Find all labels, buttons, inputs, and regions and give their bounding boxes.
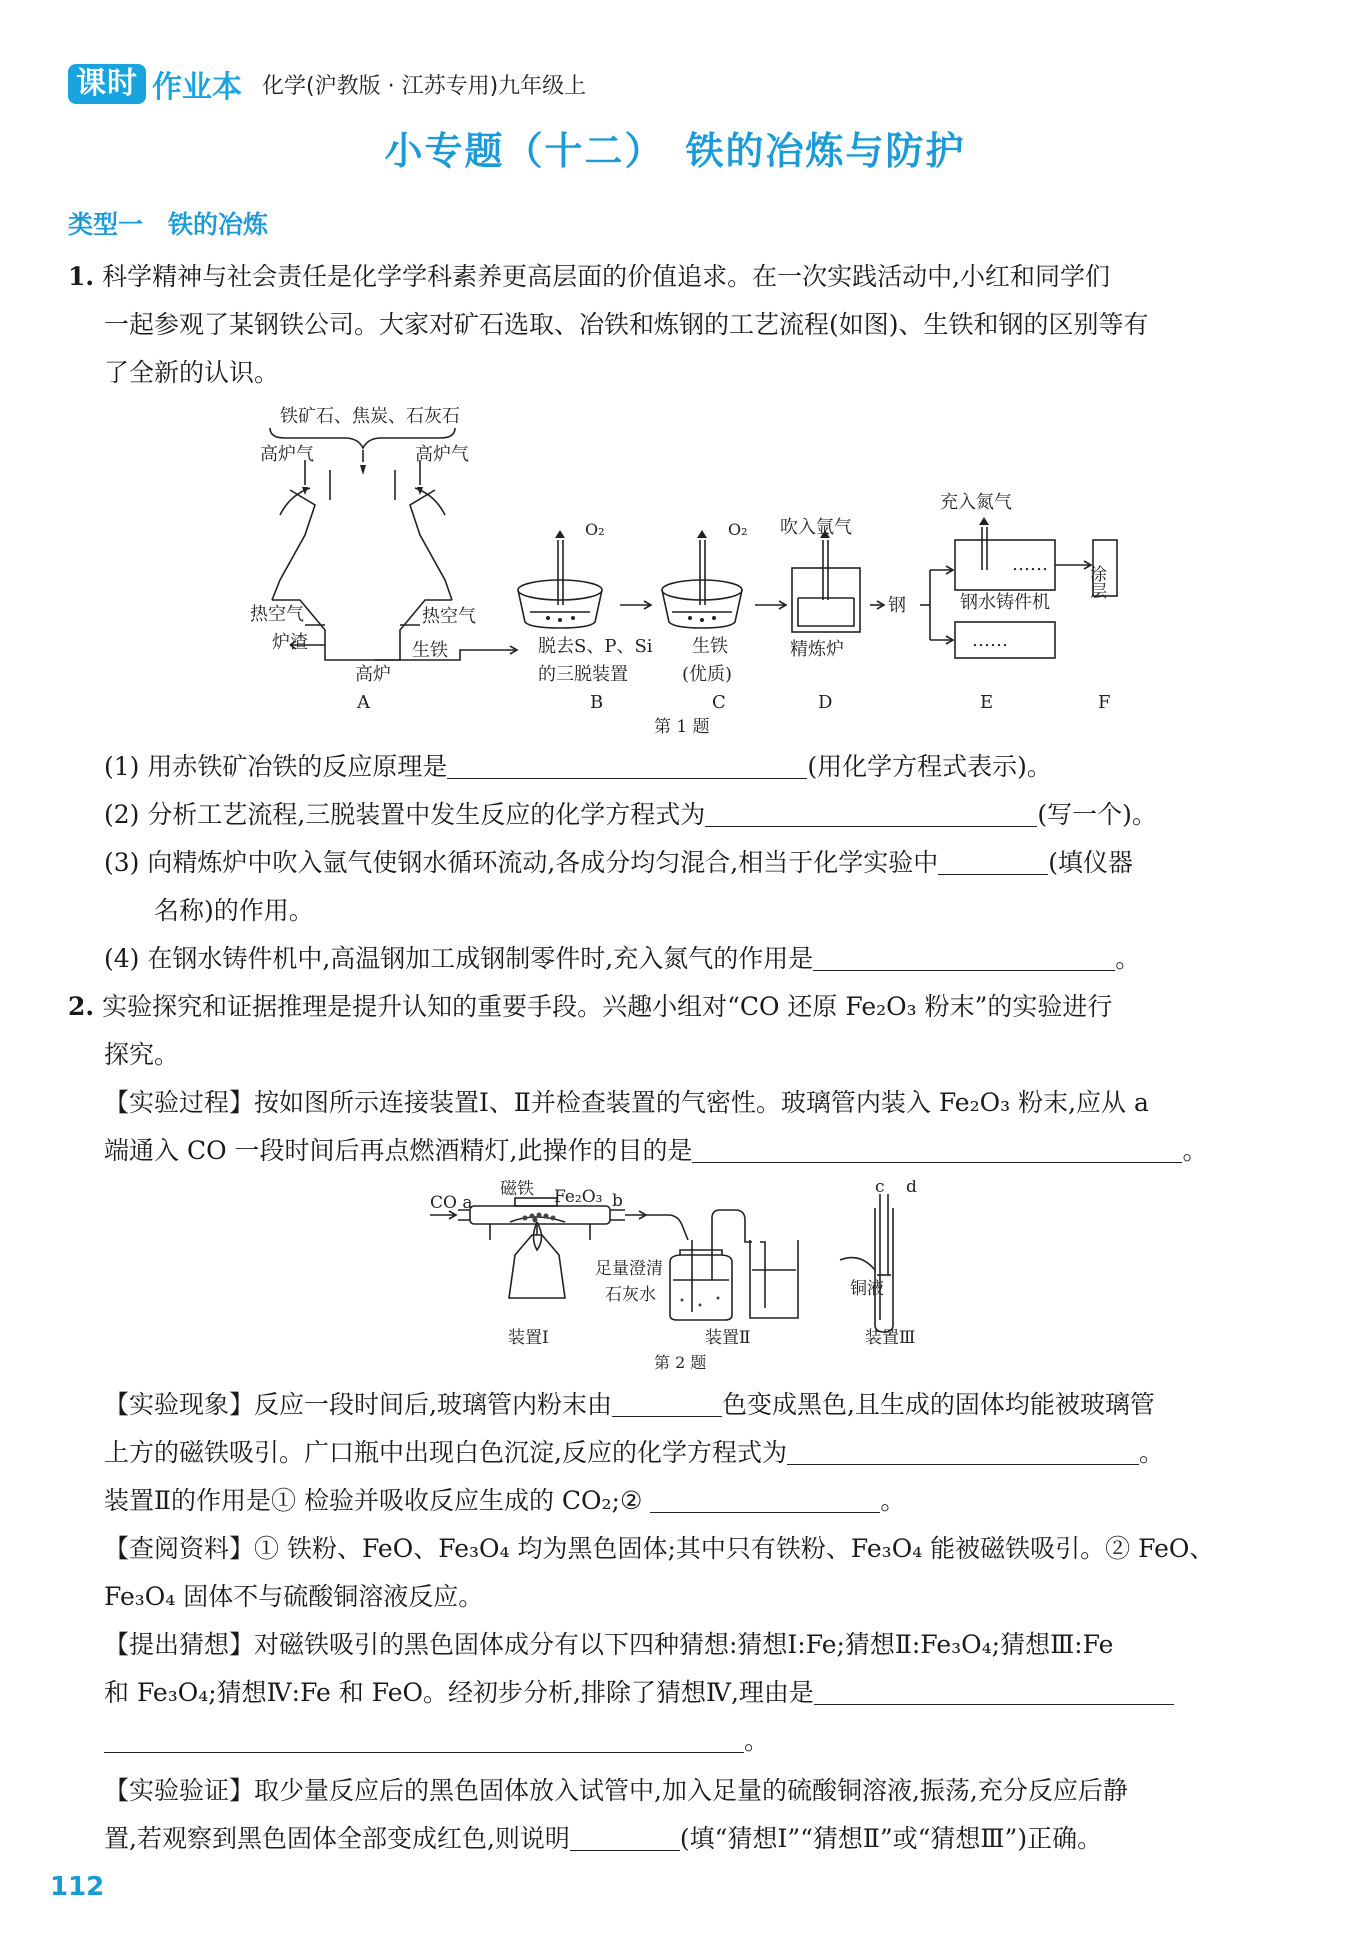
fig2-co-a: CO a	[430, 1193, 473, 1213]
q2-proc-a: 【实验过程】按如图所示连接装置Ⅰ、Ⅱ并检查装置的气密性。玻璃管内装入 Fe₂O₃ 粉末,应从 a	[104, 1088, 1149, 1117]
fig1-o2-b: O₂	[585, 520, 605, 539]
fig1-dots-bottom: ……	[972, 630, 1008, 651]
book-header	[68, 62, 586, 106]
fig1-b-label1: 脱去S、P、Si	[538, 636, 653, 657]
fig1-letter-d: D	[818, 692, 833, 713]
q2-phen-b: 色变成黑色,且生成的固体均能被玻璃管	[721, 1390, 1155, 1419]
fig1-gas-left: 高炉气	[260, 444, 314, 465]
fig1-gas-right: 高炉气	[415, 444, 469, 465]
q2-hyp-b	[104, 1678, 1174, 1708]
fig1-b-label2: 的三脱装置	[538, 664, 628, 685]
q1-sub2	[104, 800, 1157, 830]
fig2-limewater1: 足量澄清	[595, 1259, 663, 1279]
logo-zuoyeben: 作业本	[152, 70, 242, 105]
q2-ver-a: 【实验验证】取少量反应后的黑色固体放入试管中,加入足量的硫酸铜溶液,振荡,充分反应后静	[104, 1776, 1128, 1805]
fig1-raw-materials: 铁矿石、焦炭、石灰石	[280, 406, 460, 427]
q2-hyp-c-text: 。	[744, 1726, 770, 1755]
q2-ref-a: 【查阅资料】① 铁粉、FeO、Fe₃O₄ 均为黑色固体;其中只有铁粉、Fe₃O₄ 能被磁铁吸引。② FeO、	[104, 1534, 1215, 1563]
q2-phen-1	[104, 1390, 1155, 1420]
logo-keshi: 课时	[68, 64, 146, 104]
q1-sub3-answer-blank[interactable]	[938, 852, 1048, 875]
q1-sub3-cont: 名称)的作用。	[154, 896, 314, 925]
q2-equation-answer-blank[interactable]	[787, 1442, 1139, 1465]
q1-sub4	[104, 944, 1140, 974]
fig2-copper: 铜液	[850, 1279, 884, 1299]
q2-proc-c: 。	[1182, 1136, 1208, 1165]
q1-sub4-suffix: 。	[1115, 944, 1141, 973]
q1-sub3-text: (3) 向精炼炉中吹入氩气使钢水循环流动,各成分均匀混合,相当于化学实验中	[104, 848, 939, 877]
book-logo	[68, 62, 242, 106]
q1-line3: 了全新的认识。	[104, 358, 280, 387]
fig1-coating: 涂层	[1086, 565, 1106, 599]
q2-line1	[68, 992, 1112, 1022]
section-heading: 类型一 铁的冶炼	[68, 210, 269, 239]
q2-number: 2.	[68, 992, 95, 1021]
fig2-caption: 第 2 题	[654, 1353, 707, 1370]
fig2-device1: 装置Ⅰ	[508, 1328, 549, 1348]
fig1-o2-c: O₂	[728, 520, 748, 539]
q1-line2: 一起参观了某钢铁公司。大家对矿石选取、冶铁和炼钢的工艺流程(如图)、生铁和钢的区别等有	[104, 310, 1149, 339]
q1-sub2-answer-blank[interactable]	[705, 804, 1037, 827]
q2-line2: 探究。	[104, 1040, 180, 1069]
q1-number: 1.	[68, 262, 95, 291]
fig2-device2: 装置Ⅱ	[705, 1328, 751, 1348]
q1-line1	[68, 262, 1110, 292]
fig1-argon: 吹入氩气	[780, 517, 852, 538]
fig1-c-label1: 生铁	[692, 636, 728, 657]
fig2-device3: 装置Ⅲ	[865, 1328, 916, 1348]
fig1-letter-f: F	[1098, 692, 1111, 713]
q2-phen-3	[104, 1486, 905, 1516]
fig1-caster: 钢水铸件机	[960, 592, 1050, 613]
q2-phen-d: 。	[1138, 1438, 1164, 1467]
fig2-c: c	[875, 1180, 885, 1197]
q1-sub4-text: (4) 在钢水铸件机中,高温钢加工成钢制零件时,充入氮气的作用是	[104, 944, 814, 973]
q1-sub1-text: (1) 用赤铁矿冶铁的反应原理是	[104, 752, 448, 781]
q1-sub3	[104, 848, 1133, 878]
fig1-letter-e: E	[980, 692, 994, 713]
q2-proc-b	[104, 1136, 1207, 1166]
q2-device2-role-blank[interactable]	[650, 1490, 880, 1513]
q2-purpose-answer-blank[interactable]	[692, 1140, 1182, 1163]
q1-text1: 科学精神与社会责任是化学学科素养更高层面的价值追求。在一次实践活动中,小红和同学们	[102, 262, 1111, 291]
q2-hyp-c	[104, 1726, 769, 1756]
q2-ver-c-text: (填“猜想Ⅰ”“猜想Ⅱ”或“猜想Ⅲ”)正确。	[679, 1824, 1103, 1853]
fig2-limewater2: 石灰水	[605, 1285, 656, 1305]
page-title: 小专题（十二） 铁的冶炼与防护	[384, 129, 966, 173]
q2-phen-e: 装置Ⅱ的作用是① 检验并吸收反应生成的 CO₂;②	[104, 1486, 643, 1515]
q2-phen-c: 上方的磁铁吸引。广口瓶中出现白色沉淀,反应的化学方程式为	[104, 1438, 787, 1467]
q2-color-answer-blank[interactable]	[612, 1394, 722, 1417]
q1-sub1-answer-blank[interactable]	[447, 756, 807, 779]
q2-ref-b: Fe₃O₄ 固体不与硫酸铜溶液反应。	[104, 1582, 484, 1611]
figure-1-process-flow	[230, 400, 1150, 740]
q1-sub2-suffix: (写一个)。	[1037, 800, 1157, 829]
fig2-d: d	[906, 1180, 917, 1197]
page-number: 112	[50, 1872, 105, 1902]
q2-ver-b	[104, 1824, 1102, 1854]
q1-sub1	[104, 752, 1052, 782]
q1-sub2-text: (2) 分析工艺流程,三脱装置中发生反应的化学方程式为	[104, 800, 706, 829]
q2-phen-a: 【实验现象】反应一段时间后,玻璃管内粉末由	[104, 1390, 612, 1419]
fig1-hot-air-left: 热空气	[250, 604, 304, 625]
q2-hyp-a: 【提出猜想】对磁铁吸引的黑色固体成分有以下四种猜想:猜想Ⅰ:Fe;猜想Ⅱ:Fe₃O₄;猜想Ⅲ:Fe	[104, 1630, 1114, 1659]
fig1-furnace: 高炉	[355, 664, 391, 685]
subject-label: 化学(沪教版 · 江苏专用)九年级上	[262, 73, 587, 99]
q2-ver-b-text: 置,若观察到黑色固体全部变成红色,则说明	[104, 1824, 570, 1853]
q1-sub1-suffix: (用化学方程式表示)。	[807, 752, 1052, 781]
q2-phen-2	[104, 1438, 1164, 1468]
q2-hyp-b-text: 和 Fe₃O₄;猜想Ⅳ:Fe 和 FeO。经初步分析,排除了猜想Ⅳ,理由是	[104, 1678, 814, 1707]
q1-sub4-answer-blank[interactable]	[813, 948, 1115, 971]
q2-phen-f: 。	[880, 1486, 906, 1515]
q1-sub3-suffix: (填仪器	[1048, 848, 1134, 877]
fig1-hot-air-right: 热空气	[422, 606, 476, 627]
figure-2-apparatus	[420, 1180, 980, 1370]
fig1-d-label: 精炼炉	[790, 639, 844, 660]
fig1-letter-c: C	[712, 692, 726, 713]
q2-text1: 实验探究和证据推理是提升认知的重要手段。兴趣小组对“CO 还原 Fe₂O₃ 粉末”的实验进行	[102, 992, 1113, 1021]
fig1-letter-a: A	[357, 692, 370, 713]
fig1-steel: 钢	[888, 595, 906, 616]
fig1-nitrogen: 充入氮气	[940, 492, 1012, 513]
fig1-slag: 炉渣	[272, 632, 308, 653]
fig1-caption: 第 1 题	[654, 717, 710, 737]
fig2-b: b	[612, 1191, 623, 1211]
q2-reason-blank-1[interactable]	[814, 1682, 1174, 1705]
fig1-letter-b: B	[590, 692, 604, 713]
fig1-pig-iron: 生铁	[412, 640, 448, 661]
fig1-c-label2: (优质)	[682, 664, 733, 685]
fig2-magnet: 磁铁	[500, 1180, 534, 1199]
fig2-fe2o3: Fe₂O₃	[554, 1187, 603, 1207]
q2-proc-b-text: 端通入 CO 一段时间后再点燃酒精灯,此操作的目的是	[104, 1136, 693, 1165]
fig1-dots-top: ……	[1012, 554, 1048, 575]
q2-reason-blank-2[interactable]	[104, 1730, 744, 1753]
q2-conclusion-blank[interactable]	[570, 1828, 680, 1851]
